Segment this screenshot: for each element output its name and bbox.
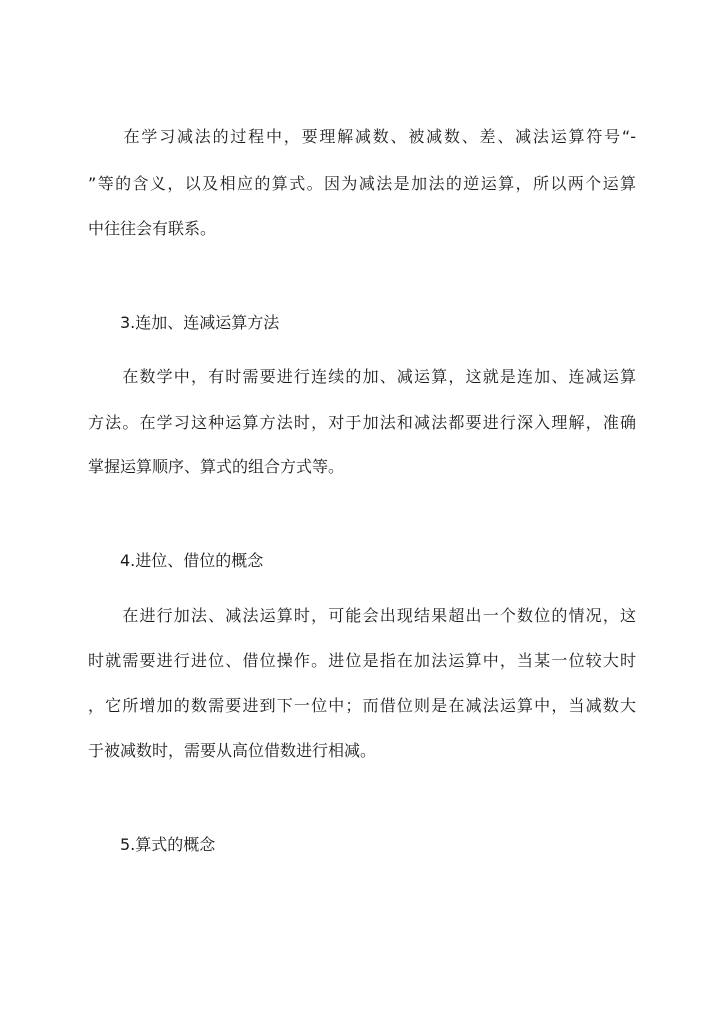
section-heading-3: 3.连加、连减运算方法 xyxy=(120,313,280,332)
paragraph-2-line-1: 在数学中，有时需要进行连续的加、减运算，这就是连加、连减运算 xyxy=(88,367,636,386)
paragraph-2-line-3: 掌握运算顺序、算式的组合方式等。 xyxy=(88,457,345,476)
paragraph-3-line-1: 在进行加法、减法运算时，可能会出现结果超出一个数位的情况，这 xyxy=(88,606,636,625)
paragraph-3-line-2: 时就需要进行进位、借位操作。进位是指在加法运算中，当某一位较大时 xyxy=(88,651,636,670)
paragraph-1-line-1: 在学习减法的过程中，要理解减数、被减数、差、减法运算符号“- xyxy=(88,127,636,146)
paragraph-3-line-4: 于被减数时，需要从高位借数进行相减。 xyxy=(88,741,377,760)
paragraph-1-line-2: ”等的含义，以及相应的算式。因为减法是加法的逆运算，所以两个运算 xyxy=(88,174,636,193)
paragraph-2-line-2: 方法。在学习这种运算方法时，对于加法和减法都要进行深入理解，准确 xyxy=(88,413,636,432)
section-heading-4: 4.进位、借位的概念 xyxy=(120,551,264,570)
paragraph-1-line-3: 中往往会有联系。 xyxy=(88,219,217,238)
paragraph-3-line-3: ，它所增加的数需要进到下一位中；而借位则是在减法运算中，当减数大 xyxy=(88,696,636,715)
section-heading-5: 5.算式的概念 xyxy=(120,835,216,854)
